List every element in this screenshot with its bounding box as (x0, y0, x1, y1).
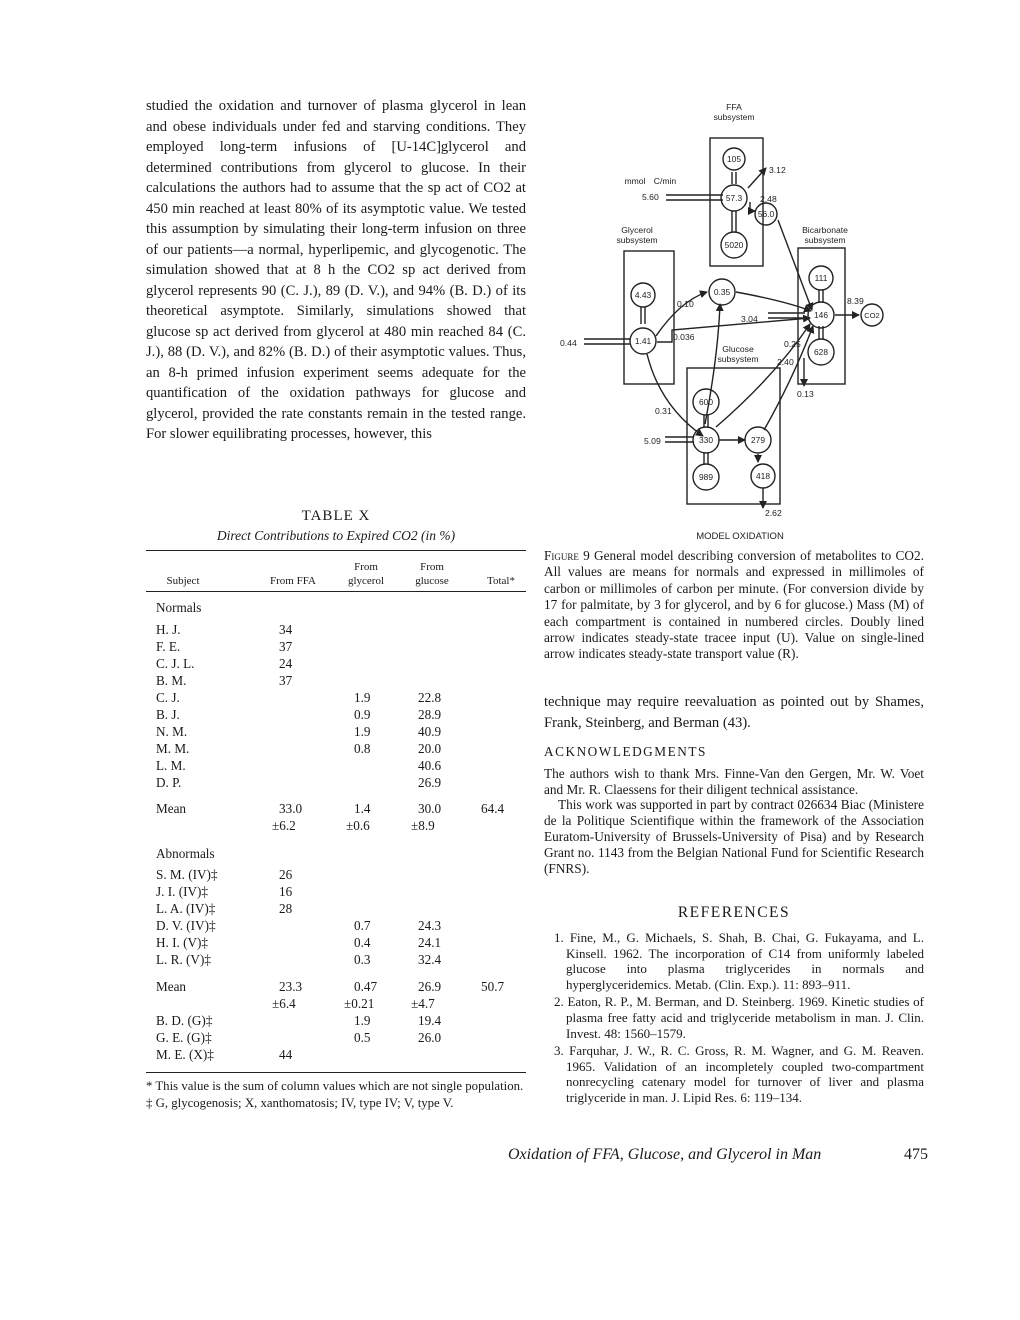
ack-paragraph-1: The authors wish to thank Mrs. Finne-Van den Gergen, Mr. W. Voet and Mr. R. Claessens for their diligent technical assistance. (544, 765, 924, 797)
table-title-block (146, 508, 526, 544)
normals-mean-row: Mean 33.0 1.4 30.0 64.4 (156, 801, 505, 816)
node-146-label: 146 (814, 310, 828, 320)
flow-044: 0.44 (560, 338, 577, 348)
model-diagram (560, 96, 920, 546)
th-total: Total* (487, 575, 515, 587)
node-628-label: 628 (814, 347, 828, 357)
node-141-label: 1.41 (634, 336, 652, 346)
node-330-label: 330 (699, 435, 713, 445)
flow-509: 5.09 (644, 436, 661, 446)
table-row: M. M. 0.8 20.0 (156, 741, 442, 756)
node-105-label: 105 (727, 154, 741, 164)
flow-560: 5.60 (642, 192, 659, 202)
node-989-label: 989 (699, 472, 713, 482)
flow-312: 3.12 (769, 165, 786, 175)
glycerol-label: Glycerol (621, 225, 653, 235)
table-row: C. J. L. 24 (156, 656, 293, 671)
th-glucose-1: From (420, 561, 444, 573)
units-cmin: C/min (653, 176, 677, 186)
table-row: C. J. 1.9 22.8 (156, 690, 442, 705)
table-row: M. E. (X)‡ 44 (156, 1047, 293, 1062)
acknowledgments-section (544, 744, 924, 876)
table-footnotes (146, 1078, 526, 1111)
page-number: 475 (904, 1146, 928, 1163)
ack-paragraph-2: This work was supported in part by contract 026634 Biac (Ministere de la Politique Scientifique within the framework of the Association Euratom-University of Brussels-University of Pisa) and by Research Grant no. 1143 from the Belgian National Fund for Scientific Research (FNRS). (544, 797, 924, 876)
node-035-label: 0.35 (713, 287, 731, 297)
normals-sd-row: ±6.2 ±0.6 ±8.9 (272, 818, 435, 833)
flow-304: 3.04 (741, 314, 758, 324)
flow-262: 2.62 (765, 508, 782, 518)
node-418-label: 418 (756, 471, 770, 481)
running-title: Oxidation of FFA, Glucose, and Glycerol in Man (508, 1146, 822, 1163)
node-111-label: 111 (814, 273, 828, 283)
footnote-total: * This value is the sum of column values which are not single population. (146, 1079, 524, 1093)
table-row: L. M. 40.6 (156, 758, 442, 773)
table-row: D. V. (IV)‡ 0.7 24.3 (156, 918, 442, 933)
left-column (146, 96, 526, 445)
units-mmol: mmol (624, 176, 646, 186)
running-footer (508, 1146, 928, 1164)
bicarbonate-sub-label: subsystem (804, 235, 846, 245)
node-573-label: 57.3 (725, 193, 743, 203)
table-label: TABLE X (301, 508, 371, 524)
figure-caption (544, 548, 924, 663)
table-row: N. M. 1.9 40.9 (156, 724, 442, 739)
table-row: J. I. (IV)‡ 16 (156, 884, 293, 899)
flow-025: 0.25 (784, 339, 801, 349)
model-svg (560, 96, 920, 546)
ffa-label: FFA (726, 102, 742, 112)
table-row: H. I. (V)‡ 0.4 24.1 (156, 935, 442, 950)
abnormals-mean-row: Mean 23.3 0.47 26.9 50.7 (156, 979, 505, 994)
glycerol-sub-label: subsystem (616, 235, 658, 245)
flow-013: 0.13 (797, 389, 814, 399)
table-row: D. P. 26.9 (156, 775, 442, 790)
table-row: F. E. 37 (156, 639, 293, 654)
continuation-paragraph: technique may require reevaluation as pointed out by Shames, Frank, Steinberg, and Berman (43). (544, 694, 924, 731)
th-glycerol-1: From (354, 561, 378, 573)
continuation-text (544, 692, 924, 733)
figure-title: MODEL OXIDATION (696, 531, 784, 542)
table-row: H. J. 34 (156, 622, 293, 637)
flow-0036: 0.036 (673, 332, 695, 342)
th-glucose-2: glucose (415, 575, 449, 587)
node-560-label: 56.0 (757, 209, 775, 219)
table-row: B. J. 0.9 28.9 (156, 707, 442, 722)
reference-item: 2. Eaton, R. P., M. Berman, and D. Steinberg. 1969. Kinetic studies of plasma free fatty acid and triglyceride metabolism in man. J. Clin. Invest. 48: 1560–1579. (554, 994, 924, 1041)
body-paragraph: studied the oxidation and turnover of plasma glycerol in lean and obese individuals under fed and starving conditions. They employed long-term infusions of [U-14C]glycerol and determined contributions from glycerol to glucose. In their calculations the authors had to assume that the sp act of CO2 at 450 min reached at least 80% of its asymptotic value. We tested this assumption by simulating their long-term infusion on three of our patients—a normal, hyperlipemic, and glycogenotic. The simulation showed that at 8 h the CO2 sp act derived from glycerol represents 90 (C. J.), 89 (D. V.), and 94% (B. D.) of its theoretical asymptote. Similarly, simulations showed that glucose sp act derived from glycerol at 480 min reached 84 (C. J.), 88 (D. V.), and 82% (B. D.) of their asymptotic values. Thus, an 8-h primed infusion experiment seems adequate for the quantification of the oxidation pathways for glucose and glycerol, provided the rate constants remain in the tested range. For slower equilibrating processes, however, this (146, 98, 526, 442)
node-279-label: 279 (751, 435, 765, 445)
table-row: S. M. (IV)‡ 26 (156, 867, 293, 882)
table-caption: Direct Contributions to Expired CO2 (in %) (216, 528, 456, 543)
node-5020-label: 5020 (724, 240, 744, 250)
flow-248: 2.48 (760, 194, 777, 204)
flow-240: 2.40 (777, 357, 794, 367)
references-section (544, 904, 924, 1108)
flow-010: 0.10 (677, 299, 694, 309)
reference-item: 1. Fine, M., G. Michaels, S. Shah, B. Chai, G. Fukayama, and L. Kinsell. 1962. The incorporation of C14 from uniformly labeled glucose into plasma triglycerides in normals and hyperglyceridemics. Metab. (Clin. Exp.). 11: 893–911. (554, 930, 924, 992)
flow-031: 0.31 (655, 406, 672, 416)
glycerol-subsystem-box (624, 251, 674, 384)
abnormals-sd-row: ±6.4 ±0.21 ±4.7 (272, 996, 435, 1011)
node-443-label: 4.43 (634, 290, 652, 300)
table-row: L. A. (IV)‡ 28 (156, 901, 293, 916)
caption-text: General model describing conversion of metabolites to CO2. All values are means for normals and expressed in millimoles of carbon or millimoles of carbon per minute. (For conversion divide by 17 for palmitate, by 3 for glycerol, and by 6 for glucose.) Mass (M) of each compartment is contained in numbered circles. Doubly lined arrow indicates steady-state tracee input (U). Value on single-lined arrow indicates steady-state transport value (R). (544, 548, 924, 662)
table-row: G. E. (G)‡ 0.5 26.0 (156, 1030, 442, 1045)
node-600-label: 600 (699, 397, 713, 407)
node-co2-label: CO2 (864, 311, 880, 320)
glucose-sub-label: subsystem (717, 354, 759, 364)
table-row: L. R. (V)‡ 0.3 32.4 (156, 952, 442, 967)
references-heading: REFERENCES (677, 904, 791, 921)
th-ffa: From FFA (270, 575, 316, 587)
footnote-abbrev: ‡ G, glycogenosis; X, xanthomatosis; IV, type IV; V, type V. (146, 1095, 454, 1110)
th-glycerol-2: glycerol (347, 575, 385, 587)
normals-label: Normals (156, 600, 202, 615)
th-subject: Subject (166, 575, 200, 587)
glucose-label: Glucose (722, 344, 754, 354)
flow-839: 8.39 (847, 296, 864, 306)
abnormals-label: Abnormals (156, 846, 215, 861)
ack-heading: ACKNOWLEDGMENTS (544, 744, 707, 759)
table-row: B. M. 37 (156, 673, 293, 688)
reference-item: 3. Farquhar, J. W., R. C. Gross, R. M. Wagner, and G. M. Reaven. 1965. Validation of an incompletely coupled two-compartment nonrecycling catenary model for turnover of liver and plasma triglyceride in man. J. Lipid Res. 6: 119–134. (554, 1043, 924, 1105)
table-row: B. D. (G)‡ 1.9 19.4 (156, 1013, 442, 1028)
ffa-sub-label: subsystem (713, 112, 755, 122)
bicarbonate-label: Bicarbonate (802, 225, 848, 235)
figure-label: Figure 9 (544, 548, 590, 563)
